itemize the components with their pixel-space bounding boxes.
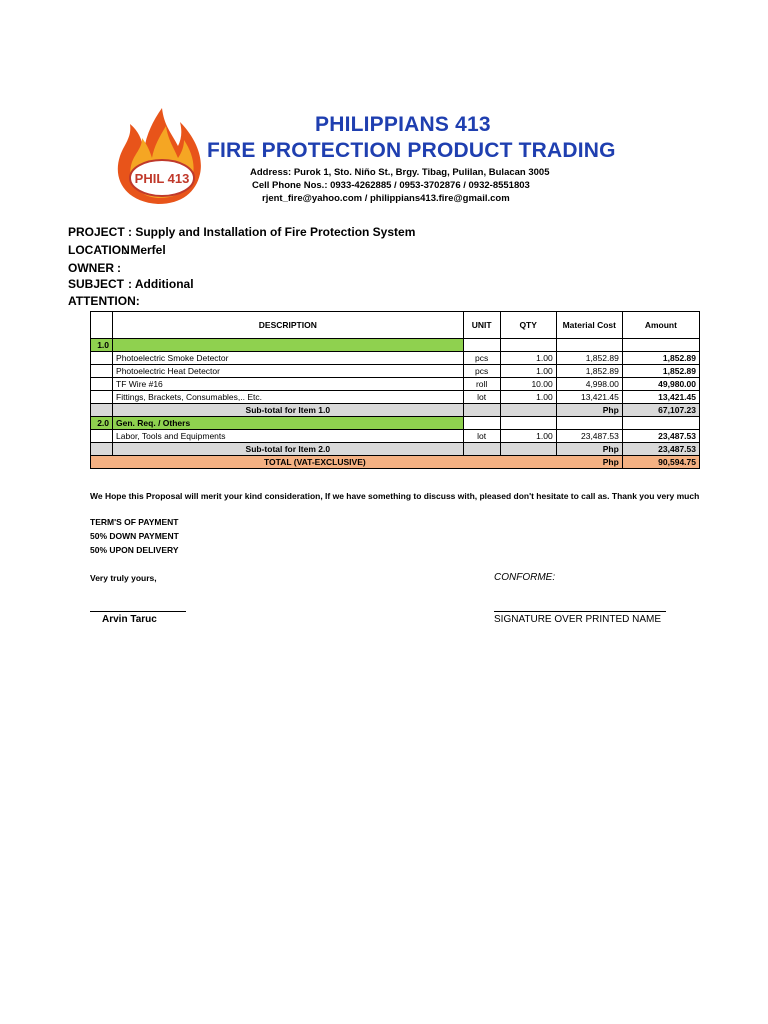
signature-caption: SIGNATURE OVER PRINTED NAME: [494, 614, 662, 625]
subtotal-currency: Php: [556, 443, 622, 456]
signature-line-right: [494, 611, 666, 612]
table-row: [91, 391, 700, 404]
table-row: [91, 378, 700, 391]
subject-row: [68, 277, 194, 291]
item-material-cost: 4,998.00: [556, 378, 622, 391]
header-qty: QTY: [500, 312, 556, 339]
item-description: Fittings, Brackets, Consumables,.. Etc.: [113, 391, 464, 404]
terms-title: TERM'S OF PAYMENT: [90, 517, 179, 527]
table-row: [91, 430, 700, 443]
item-description: Labor, Tools and Equipments: [113, 430, 464, 443]
item-qty: 10.00: [500, 378, 556, 391]
total-currency: Php: [602, 457, 619, 467]
subject-label: SUBJECT: [68, 277, 125, 291]
item-qty: 1.00: [500, 430, 556, 443]
terms-line-2: 50% UPON DELIVERY: [90, 545, 179, 555]
item-amount: 1,852.89: [622, 352, 699, 365]
item-material-cost: 1,852.89: [556, 365, 622, 378]
table-header-row: [91, 312, 700, 339]
header-amount: Amount: [622, 312, 699, 339]
logo-text: PHIL 413: [134, 171, 190, 186]
header-description: DESCRIPTION: [113, 312, 464, 339]
subtotal-amount: 23,487.53: [622, 443, 699, 456]
section-number: 1.0: [91, 339, 113, 352]
owner-label: OWNER: [68, 261, 114, 275]
section-row-2: [91, 417, 700, 430]
subtotal-currency: Php: [556, 404, 622, 417]
table-row: [91, 352, 700, 365]
item-unit: lot: [463, 391, 500, 404]
proposal-note: We Hope this Proposal will merit your kind consideration, If we have something to discuss with, pleased don't hesitate to call as. Thank you very much: [90, 491, 700, 501]
attention-row: [68, 294, 140, 308]
item-unit: lot: [463, 430, 500, 443]
item-amount: 49,980.00: [622, 378, 699, 391]
subtotal-row-1: [91, 404, 700, 417]
owner-value: :: [117, 261, 121, 275]
company-emails: rjent_fire@yahoo.com / philippians413.fire@gmail.com: [262, 193, 510, 204]
quotation-table: [90, 311, 700, 469]
signature-line-left: [90, 611, 186, 612]
terms-line-1: 50% DOWN PAYMENT: [90, 531, 179, 541]
item-unit: pcs: [463, 352, 500, 365]
item-qty: 1.00: [500, 391, 556, 404]
item-amount: 1,852.89: [622, 365, 699, 378]
item-material-cost: 1,852.89: [556, 352, 622, 365]
item-material-cost: 23,487.53: [556, 430, 622, 443]
table-row: [91, 365, 700, 378]
item-amount: 23,487.53: [622, 430, 699, 443]
company-tagline: FIRE PROTECTION PRODUCT TRADING: [207, 139, 616, 162]
project-row: [68, 225, 416, 239]
item-amount: 13,421.45: [622, 391, 699, 404]
total-row: [91, 456, 700, 469]
item-unit: roll: [463, 378, 500, 391]
attention-label: ATTENTION:: [68, 294, 140, 308]
subject-value: : Additional: [128, 277, 194, 291]
header-unit: UNIT: [463, 312, 500, 339]
subtotal-row-2: [91, 443, 700, 456]
project-label: PROJECT: [68, 225, 125, 239]
company-address: Address: Purok 1, Sto. Niño St., Brgy. Tibag, Pulilan, Bulacan 3005: [250, 167, 550, 178]
location-row: [68, 243, 166, 257]
project-value: : Supply and Installation of Fire Protection System: [128, 225, 416, 239]
subtotal-amount: 67,107.23: [622, 404, 699, 417]
total-amount: 90,594.75: [622, 456, 699, 469]
section-number: 2.0: [91, 417, 113, 430]
company-phones: Cell Phone Nos.: 0933-4262885 / 0953-3702876 / 0932-8551803: [252, 180, 530, 191]
subtotal-label: Sub-total for Item 1.0: [113, 404, 464, 417]
section-row-1: [91, 339, 700, 352]
conforme-label: CONFORME:: [494, 572, 556, 583]
header-no: [91, 312, 113, 339]
item-qty: 1.00: [500, 365, 556, 378]
location-value: : Merfel: [123, 243, 166, 257]
company-name: PHILIPPIANS 413: [315, 113, 491, 136]
total-label: TOTAL (VAT-EXCLUSIVE): [264, 457, 366, 467]
item-description: Photoelectric Smoke Detector: [113, 352, 464, 365]
item-description: Photoelectric Heat Detector: [113, 365, 464, 378]
item-material-cost: 13,421.45: [556, 391, 622, 404]
header-material-cost: Material Cost: [556, 312, 622, 339]
subtotal-label: Sub-total for Item 2.0: [113, 443, 464, 456]
item-description: TF Wire #16: [113, 378, 464, 391]
owner-row: [68, 261, 121, 275]
company-logo: [112, 106, 204, 206]
item-qty: 1.00: [500, 352, 556, 365]
section-title: [113, 339, 464, 352]
section-title: Gen. Req. / Others: [113, 417, 464, 430]
signer-name: Arvin Taruc: [102, 614, 157, 625]
item-unit: pcs: [463, 365, 500, 378]
closing-text: Very truly yours,: [90, 573, 157, 583]
location-label: LOCATION: [68, 243, 130, 257]
